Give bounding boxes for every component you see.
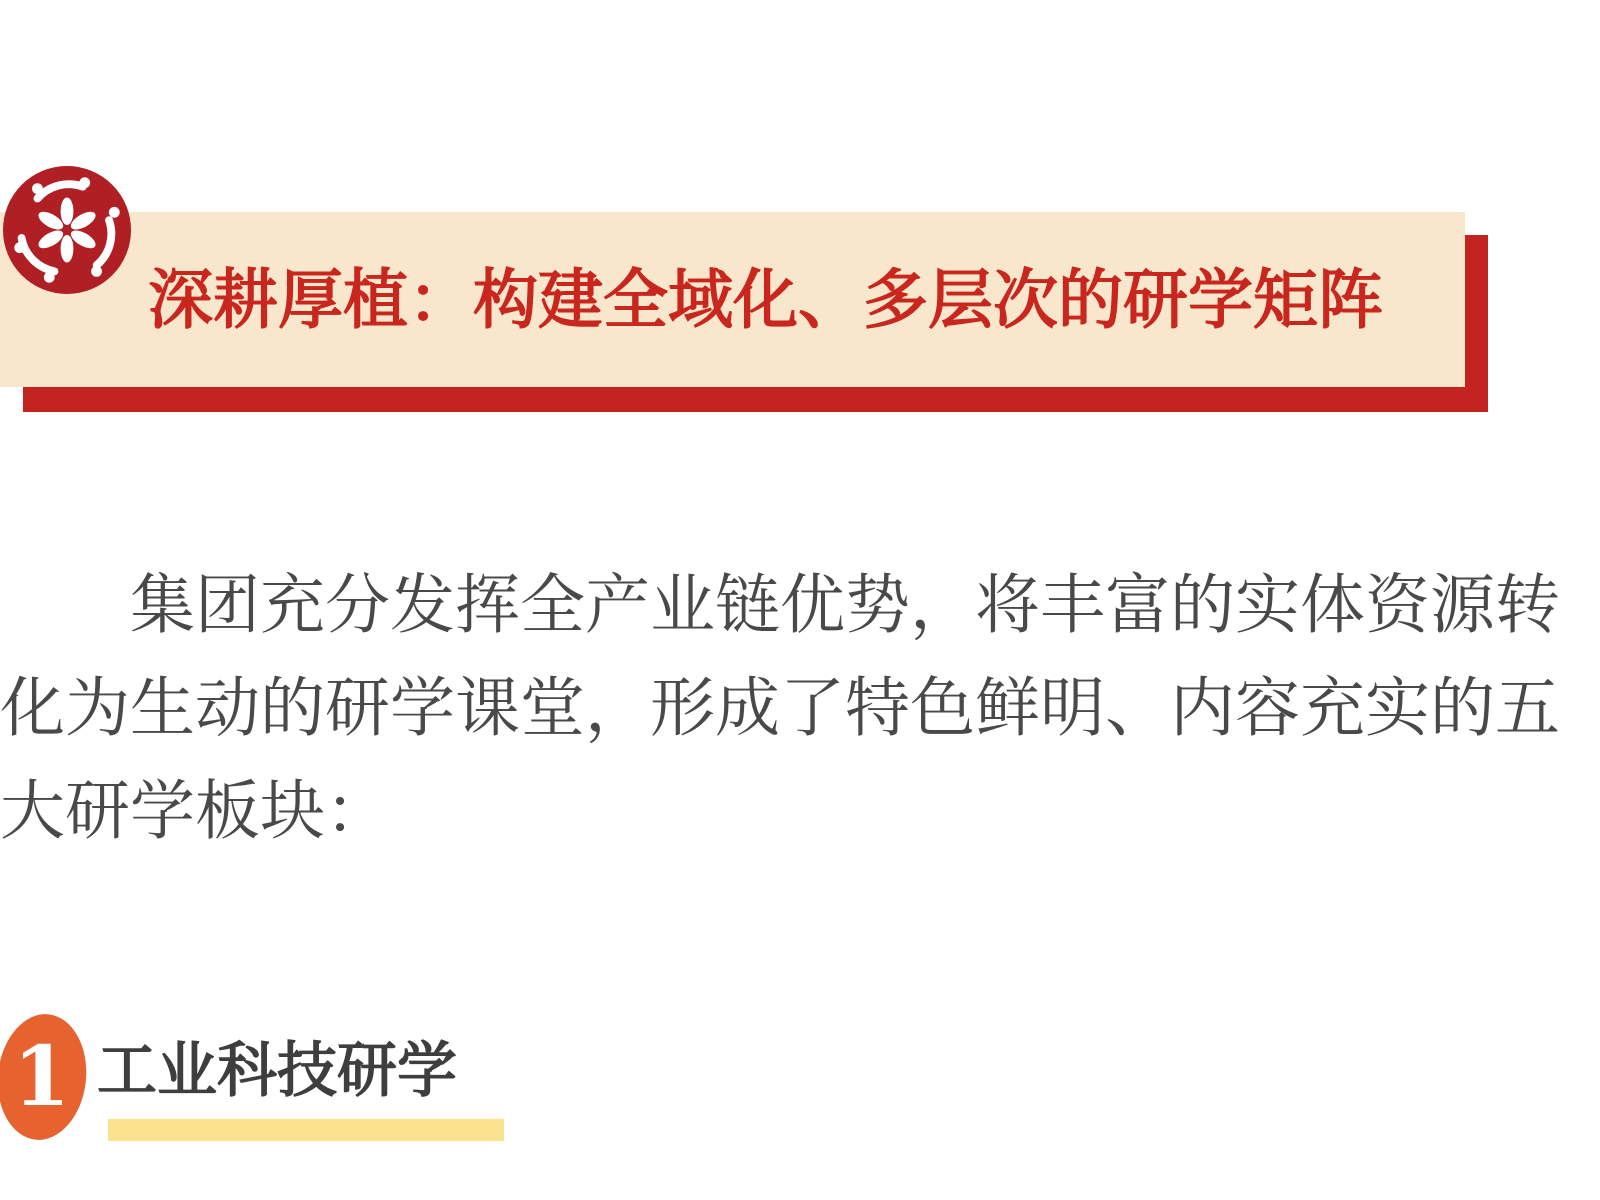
section-title: 工业科技研学 xyxy=(97,1037,457,1104)
paragraph-line-2: 化为生动的研学课堂，形成了特色鲜明、内容充实的五 xyxy=(0,671,1561,744)
section-number-badge xyxy=(0,1010,92,1145)
paragraph-line-1: 集团充分发挥全产业链优势，将丰富的实体资源转 xyxy=(130,568,1561,641)
banner-title: 深耕厚植：构建全域化、多层次的研学矩阵 xyxy=(148,263,1384,336)
section-title-underline xyxy=(108,1119,504,1141)
intro-paragraph xyxy=(0,553,1600,862)
paragraph-line-3: 大研学板块： xyxy=(0,774,391,847)
seal-emblem-icon xyxy=(2,163,132,297)
section-number: 1 xyxy=(13,1029,71,1125)
banner xyxy=(0,212,1465,387)
